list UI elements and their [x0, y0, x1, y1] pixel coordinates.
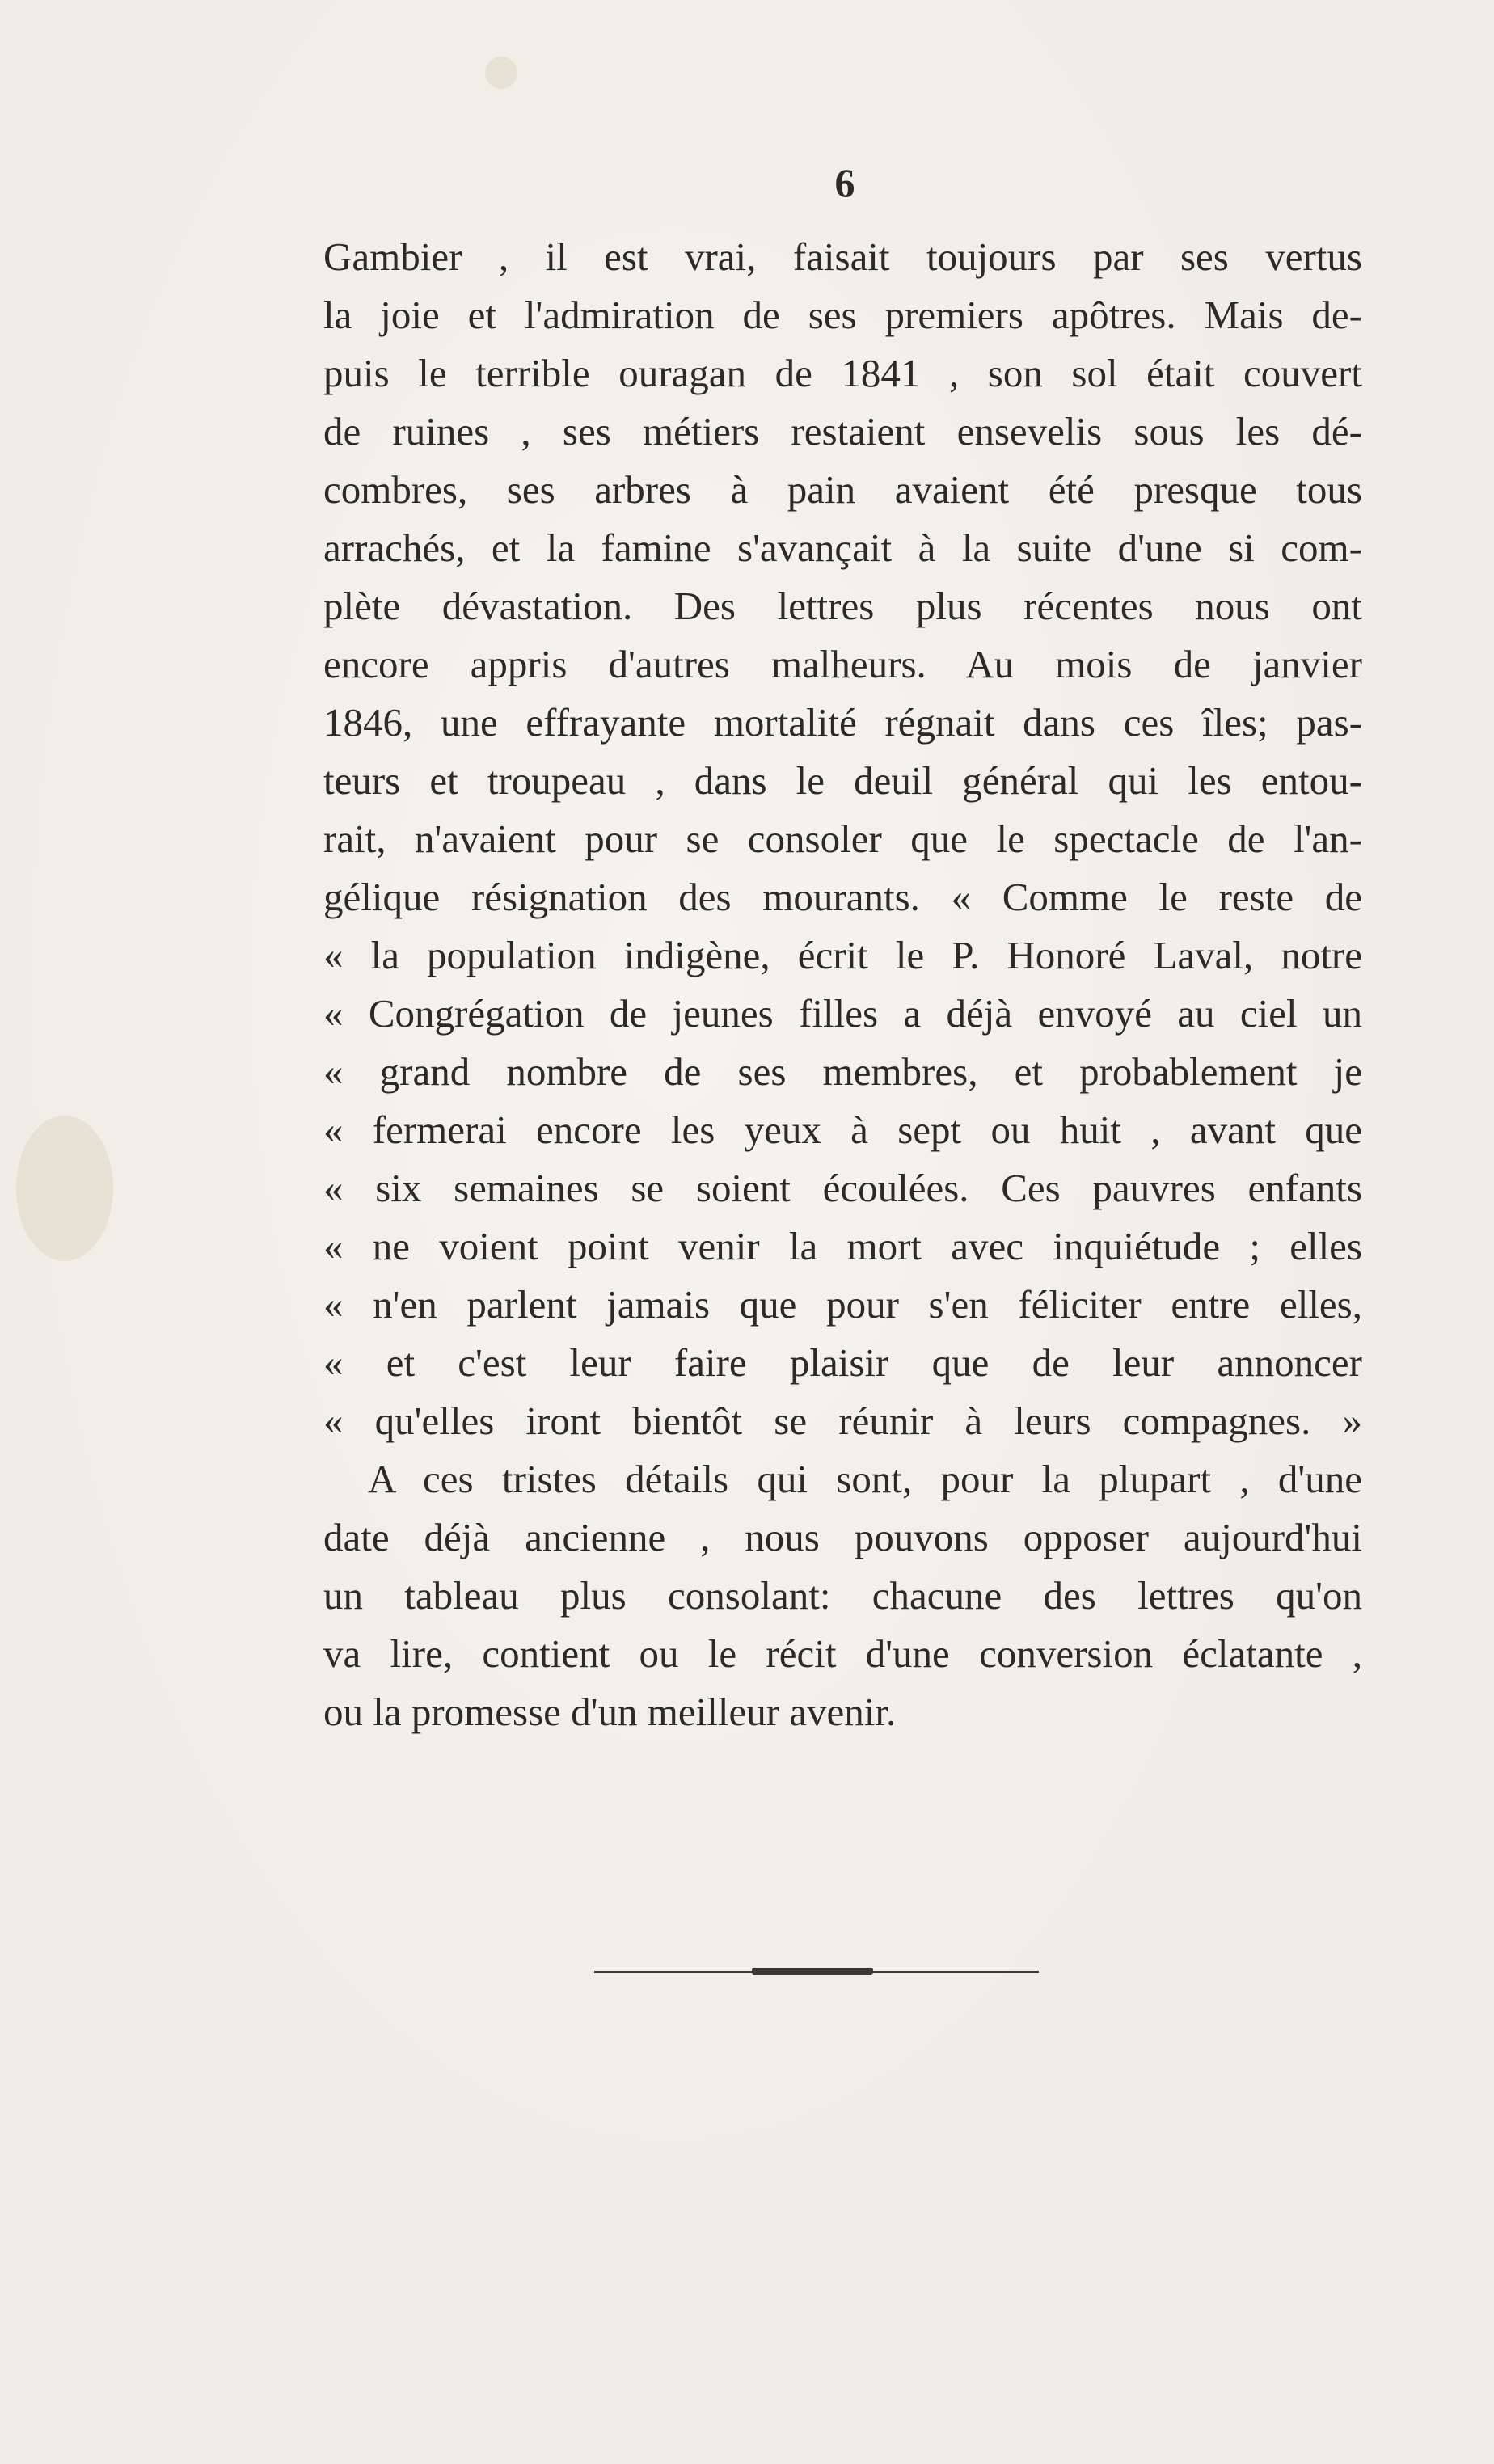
text-line-last: ou la promesse d'un meilleur avenir. [323, 1690, 897, 1734]
quote-line: « grand nombre de ses membres, et probablement je [323, 1049, 1362, 1094]
paper-stain [485, 57, 517, 89]
text-line: combres, ses arbres à pain avaient été presque tous [323, 467, 1362, 512]
text-line: puis le terrible ouragan de 1841 , son sol était couvert [323, 351, 1362, 395]
quote-line: « ne voient point venir la mort avec inquiétude ; elles [323, 1224, 1362, 1268]
text-line: date déjà ancienne , nous pouvons opposer aujourd'hui [323, 1515, 1362, 1559]
text-line: 1846, une effrayante mortalité régnait dans ces îles; pas- [323, 700, 1362, 745]
text-line: va lire, contient ou le récit d'une conversion éclatante , [323, 1631, 1362, 1676]
text-line: arrachés, et la famine s'avançait à la suite d'une si com- [323, 525, 1362, 570]
quote-line: « n'en parlent jamais que pour s'en féliciter entre elles, [323, 1282, 1362, 1327]
text-line: la joie et l'admiration de ses premiers apôtres. Mais de- [323, 293, 1362, 337]
quote-line: « six semaines se soient écoulées. Ces pauvres enfants [323, 1166, 1362, 1210]
quote-line: « Congrégation de jeunes filles a déjà envoyé au ciel un [323, 991, 1362, 1036]
body-text [323, 228, 1362, 1741]
text-line: teurs et troupeau , dans le deuil général qui les entou- [323, 758, 1362, 803]
text-line: de ruines , ses métiers restaient ensevelis sous les dé- [323, 409, 1362, 454]
text-line: gélique résignation des mourants. « Comme le reste de [323, 875, 1362, 919]
quote-line: « la population indigène, écrit le P. Honoré Laval, notre [323, 933, 1362, 977]
quote-line: « qu'elles iront bientôt se réunir à leurs compagnes. » [323, 1399, 1362, 1443]
paragraph-start-line: A ces tristes détails qui sont, pour la plupart , d'une [368, 1457, 1362, 1501]
section-divider-ornament [752, 1968, 873, 1975]
page-number: 6 [834, 160, 855, 205]
quote-line: « fermerai encore les yeux à sept ou huit , avant que [323, 1108, 1362, 1152]
text-line: Gambier , il est vrai, faisait toujours par ses vertus [323, 234, 1362, 279]
quote-line: « et c'est leur faire plaisir que de leur annoncer [323, 1340, 1362, 1385]
text-line: plète dévastation. Des lettres plus récentes nous ont [323, 584, 1362, 628]
paper-stain [16, 1116, 113, 1261]
text-line: encore appris d'autres malheurs. Au mois de janvier [323, 642, 1362, 686]
text-line: rait, n'avaient pour se consoler que le spectacle de l'an- [323, 816, 1362, 861]
text-line: un tableau plus consolant: chacune des lettres qu'on [323, 1573, 1362, 1618]
